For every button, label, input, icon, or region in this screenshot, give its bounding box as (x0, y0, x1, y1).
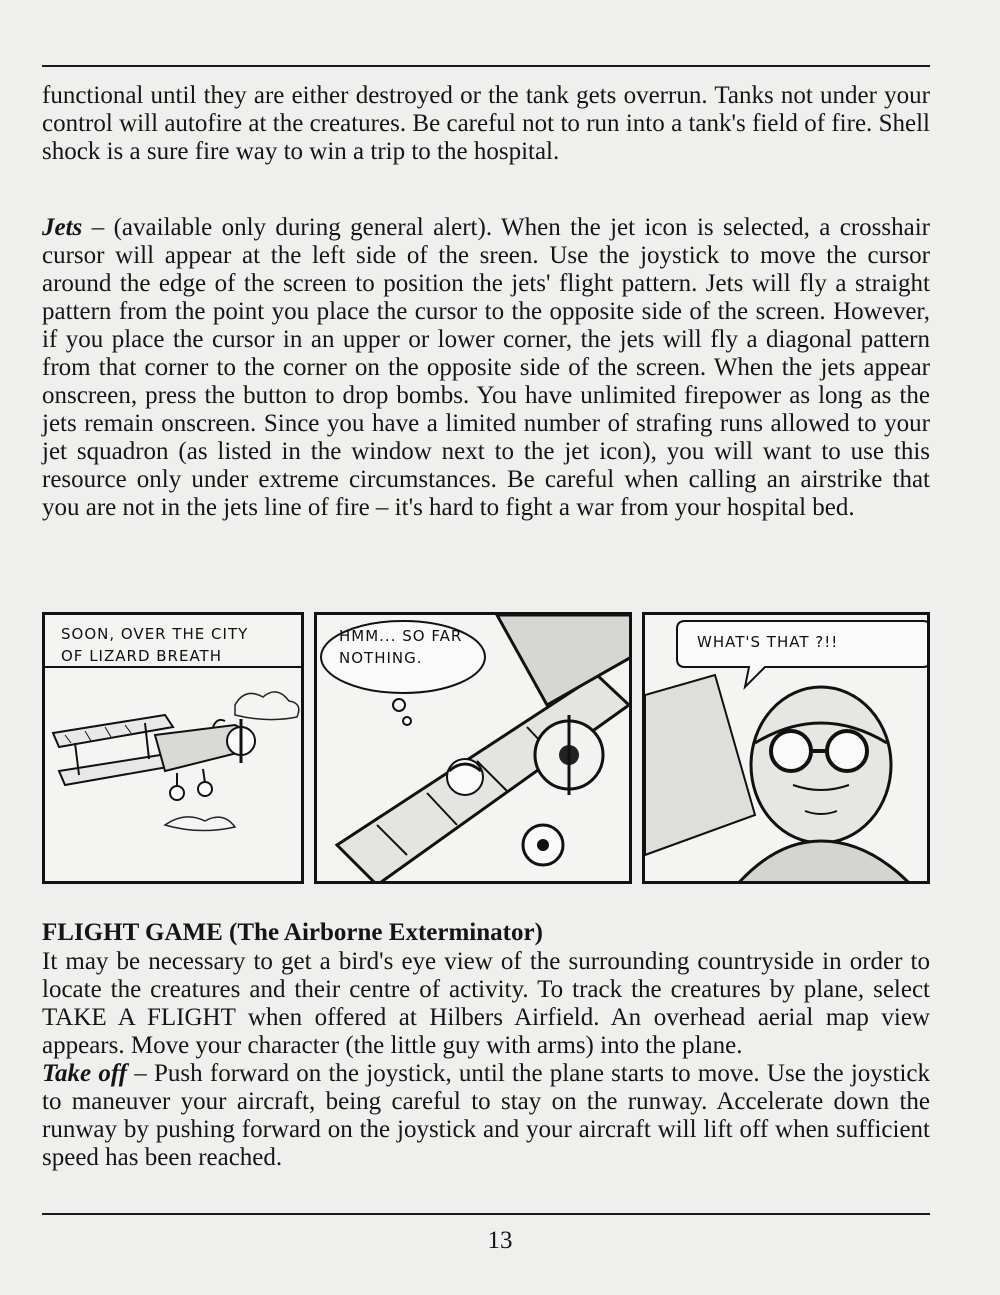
section-heading: FLIGHT GAME (The Airborne Exterminator) (42, 919, 543, 946)
tanks-paragraph: functional until they are either destroyed or the tank gets overrun. Tanks not under your control will autofire at the creatures. Be careful not to run into a tank's field of fire. Shell shock is a sure fire way to win a trip to the hospital. (42, 82, 930, 165)
panel1-caption-line1: SOON, OVER THE CITY (61, 625, 249, 643)
comic-panel-pilot-thinking (314, 612, 632, 884)
takeoff-description: – Push forward on the joystick, until the plane starts to move. Use the joystick to maneuver your aircraft, being careful to stay on the runway. Accelerate down the runway by pushing forward on the joystick and your aircraft will lift off when sufficient speed has been reached. (42, 1060, 930, 1171)
takeoff-paragraph (42, 1060, 930, 1172)
comic-panel-biplane-over-city (42, 612, 304, 884)
comic-panel-pilot-alarmed (642, 612, 930, 884)
page-number: 13 (487, 1227, 513, 1254)
jets-paragraph (42, 214, 930, 522)
panel2-thought-bubble (339, 625, 462, 669)
panel2-thought-line1: HMM... SO FAR (339, 627, 463, 645)
jets-description: – (available only during general alert). When the jet icon is selected, a crosshair cursor will appear at the left side of the sreen. Use the joystick to move the cursor around the edge of the screen to position the jets' flight pattern. Jets will fly a straight pattern from the point you place the cursor to the opposite side of the screen. However, if you place the cursor in an upper or lower corner, the jets will fly a diagonal pattern from that corner to the corner on the opposite side of the screen. When the jets appear onscreen, press the button to drop bombs. You have unlimited firepower as long as the jets remain onscreen. Since you have a limited number of strafing runs allowed to your jet squadron (as listed in the window next to the jet icon), you will want to use this resource only under extreme circumstances. Be careful when calling an airstrike that you are not in the jets line of fire – it's hard to fight a war from your hospital bed. (42, 214, 930, 521)
panel1-caption-line2: OF LIZARD BREATH (61, 647, 222, 665)
panel1-caption (61, 623, 248, 667)
flight-paragraph: It may be necessary to get a bird's eye view of the surrounding countryside in order to locate the creatures and their centre of activity. To track the creatures by plane, select TAKE A FLIGHT when offered at Hilbers Airfield. An overhead aerial map view appears. Move your character (the little guy with arms) into the plane. (42, 948, 930, 1059)
tanks-paragraph-block (42, 82, 930, 166)
jets-section (42, 214, 930, 522)
bottom-rule (42, 1213, 930, 1215)
flight-game-section (42, 918, 930, 1172)
takeoff-term: Take off (42, 1060, 128, 1087)
pilot-portrait-illustration (645, 615, 930, 884)
panel2-thought-line2: NOTHING. (339, 649, 423, 667)
top-rule (42, 65, 930, 67)
jets-term: Jets (42, 214, 83, 241)
comic-strip (42, 612, 930, 884)
panel3-speech-balloon: WHAT'S THAT ?!! (697, 633, 839, 651)
